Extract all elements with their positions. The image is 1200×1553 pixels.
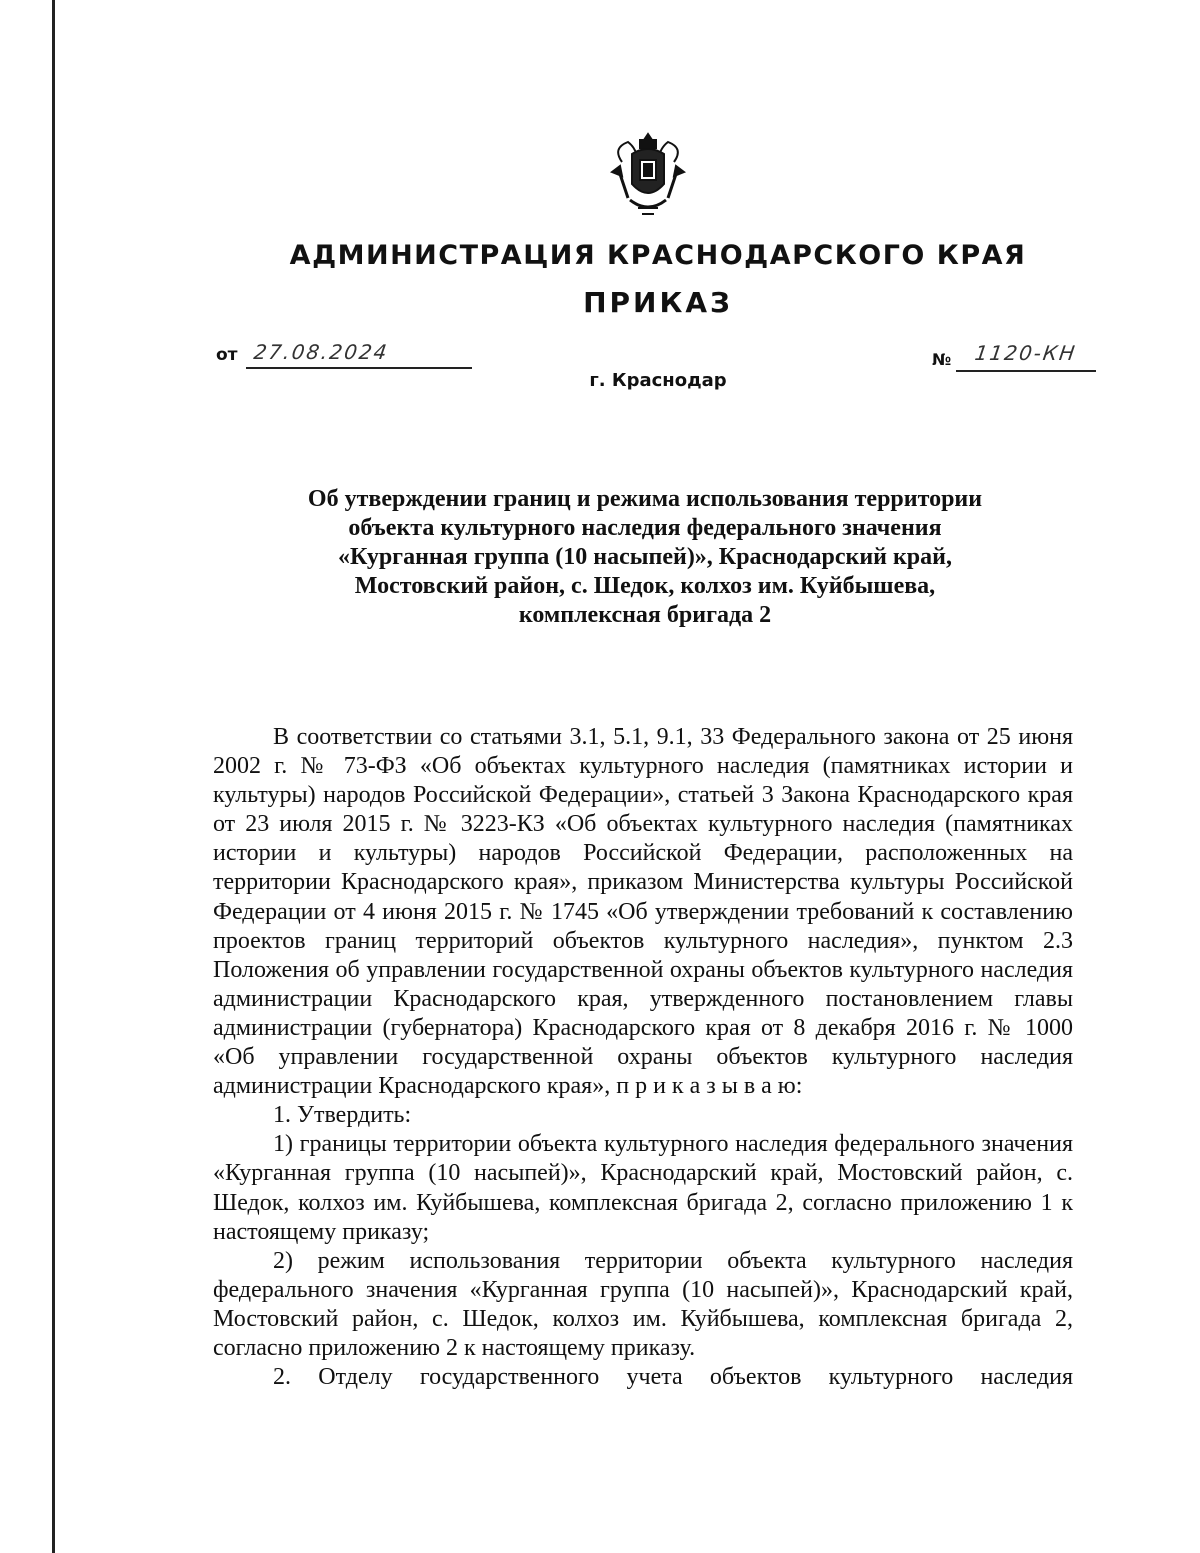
- title-line: объекта культурного наследия федерального значения: [348, 515, 942, 541]
- scan-edge-line: [52, 0, 55, 1553]
- clause-2: 2. Отделу государственного учета объектов культурного наследия: [273, 1364, 1073, 1391]
- title-line: Мостовский район, с. Шедок, колхоз им. Куйбышева,: [354, 573, 936, 599]
- date-label: от: [216, 345, 238, 365]
- number-label: №: [932, 350, 952, 369]
- city: г. Краснодар: [589, 370, 727, 391]
- title-line: комплексная бригада 2: [518, 602, 772, 628]
- document-body: [213, 723, 1073, 1392]
- clause-1-1: 1) границы территории объекта культурного наследия федерального значения «Курганная группа (10 насыпей)», Краснодарский край, Мостовский район, с. Шедок, колхоз им. Куйбышева, комплексная бригада 2, согласно приложению 1 к настоящему приказу;: [213, 1131, 1073, 1245]
- date-underline: [246, 367, 472, 369]
- handwritten-date: 27.08.2024: [252, 340, 391, 364]
- document-title: [240, 485, 1050, 630]
- document-type: ПРИКАЗ: [583, 286, 733, 319]
- handwritten-number: 1120-КН: [973, 341, 1079, 365]
- organization-name: АДМИНИСТРАЦИЯ КРАСНОДАРСКОГО КРАЯ: [289, 240, 1027, 271]
- title-line: Об утверждении границ и режима использования территории: [307, 486, 983, 512]
- coat-of-arms-icon: [608, 128, 688, 220]
- number-underline: [956, 370, 1096, 372]
- preamble-paragraph: В соответствии со статьями 3.1, 5.1, 9.1, 33 Федерального закона от 25 июня 2002 г. № 73-ФЗ «Об объектах культурного наследия (памятниках истории и культуры) народов Российской Федерации», статьей 3 Закона Краснодарского края от 23 июля 2015 г. № 3223-КЗ «Об объектах культурного наследия (памятниках истории и культуры) народов Российской Федерации, расположенных на территории Краснодарского края», приказом Министерства культуры Российской Федерации от 4 июня 2015 г. № 1745 «Об утверждении требований к составлению проектов границ территорий объектов культурного наследия», пунктом 2.3 Положения об управлении государственной охраны объектов культурного наследия администрации Краснодарского края, утвержденного постановлением главы администрации (губернатора) Краснодарского края от 8 декабря 2016 г. № 1000 «Об управлении государственной охраны объектов культурного наследия администрации Краснодарского края», п р и к а з ы в а ю:: [213, 724, 1073, 1100]
- clause-1: 1. Утвердить:: [273, 1102, 412, 1129]
- title-line: «Курганная группа (10 насыпей)», Краснодарский край,: [338, 544, 952, 570]
- clause-1-2: 2) режим использования территории объекта культурного наследия федерального значения «Курганная группа (10 насыпей)», Краснодарский край, Мостовский район, с. Шедок, колхоз им. Куйбышева, комплексная бригада 2, согласно приложению 2 к настоящему приказу.: [213, 1247, 1073, 1361]
